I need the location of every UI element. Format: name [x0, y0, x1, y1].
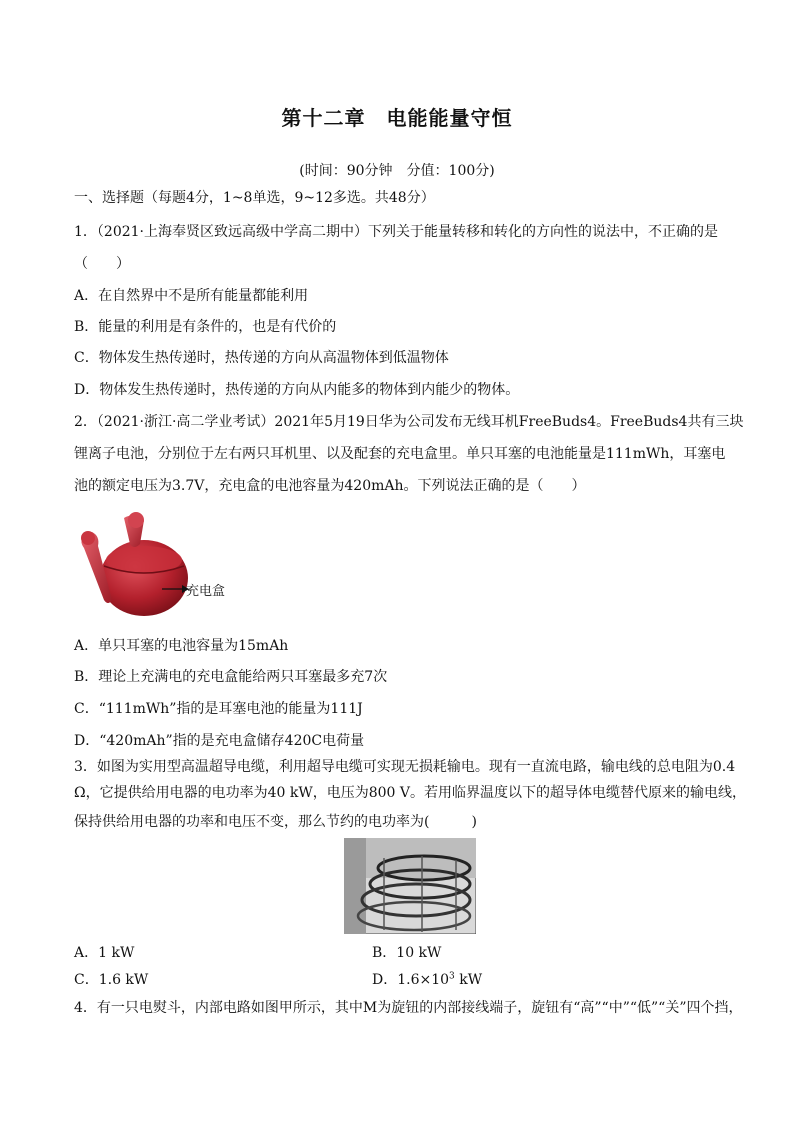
cable-photo-illustration — [344, 838, 476, 934]
page-title: 第十二章 电能能量守恒 — [281, 106, 513, 130]
question-3-option-d-prefix: D．1.6×10 — [372, 972, 450, 988]
question-2-option-c: C．“111mWh”指的是耳塞电池的能量为111J — [74, 701, 363, 717]
question-1-option-a: A．在自然界中不是所有能量都能利用 — [74, 288, 309, 304]
question-3-option-d-unit: kW — [454, 972, 483, 988]
question-2-stem-line2: 锂离子电池，分别位于左右两只耳机里、以及配套的充电盒里。单只耳塞的电池能量是111mWh，耳塞电 — [74, 446, 726, 462]
question-2-stem-line3: 池的额定电压为3.7V，充电盒的电池容量为420mAh。下列说法正确的是（ ） — [74, 478, 586, 494]
question-3-stem-line1: 3．如图为实用型高温超导电缆，利用超导电缆可实现无损耗输电。现有一直流电路，输电线的总电阻为0.4 — [74, 759, 736, 775]
question-1-stem-line1: 1．（2021·上海奉贤区致远高级中学高二期中）下列关于能量转移和转化的方向性的说法中，不正确的是 — [74, 224, 718, 240]
question-3-option-c: C．1.6 kW — [74, 972, 149, 988]
section-heading: 一、选择题（每题4分，1~8单选，9~12多选。共48分） — [74, 190, 435, 206]
question-3-option-d-exponent: 3 — [449, 971, 455, 982]
question-2-option-a: A．单只耳塞的电池容量为15mAh — [74, 638, 289, 654]
question-3-stem-line3: 保持供给用电器的功率和电压不变，那么节约的电功率为( ) — [74, 814, 477, 830]
earbuds-case-illustration — [74, 510, 234, 620]
question-3-stem-line2: Ω，它提供给用电器的电功率为40 kW，电压为800 V。若用临界温度以下的超导体电缆替代原来的输电线， — [74, 785, 747, 801]
exam-meta: (时间：90分钟 分值：100分) — [299, 163, 495, 179]
question-1-stem-line2: （ ） — [74, 256, 130, 272]
earbuds-figure — [74, 510, 234, 620]
question-2-option-b: B．理论上充满电的充电盒能给两只耳塞最多充7次 — [74, 669, 388, 685]
superconducting-cable-photo — [344, 838, 476, 934]
question-1-option-b: B．能量的利用是有条件的，也是有代价的 — [74, 319, 337, 335]
charging-case-label: 充电盒 — [186, 584, 226, 599]
question-2-option-d: D．“420mAh”指的是充电盒储存420C电荷量 — [74, 733, 365, 749]
question-4-stem-line1: 4．有一只电熨斗，内部电路如图甲所示，其中M为旋钮的内部接线端子，旋钮有“高”“中”“低”“关”四个挡， — [74, 1000, 743, 1016]
question-3-option-a: A．1 kW — [74, 945, 135, 961]
question-3-option-d — [372, 970, 482, 990]
question-3-option-b: B．10 kW — [372, 945, 442, 961]
question-2-stem-line1: 2．（2021·浙江·高二学业考试）2021年5月19日华为公司发布无线耳机FreeBuds4。FreeBuds4共有三块 — [74, 414, 744, 430]
question-1-option-d: D．物体发生热传递时，热传递的方向从内能多的物体到内能少的物体。 — [74, 382, 520, 398]
question-1-option-c: C．物体发生热传递时，热传递的方向从高温物体到低温物体 — [74, 350, 449, 366]
